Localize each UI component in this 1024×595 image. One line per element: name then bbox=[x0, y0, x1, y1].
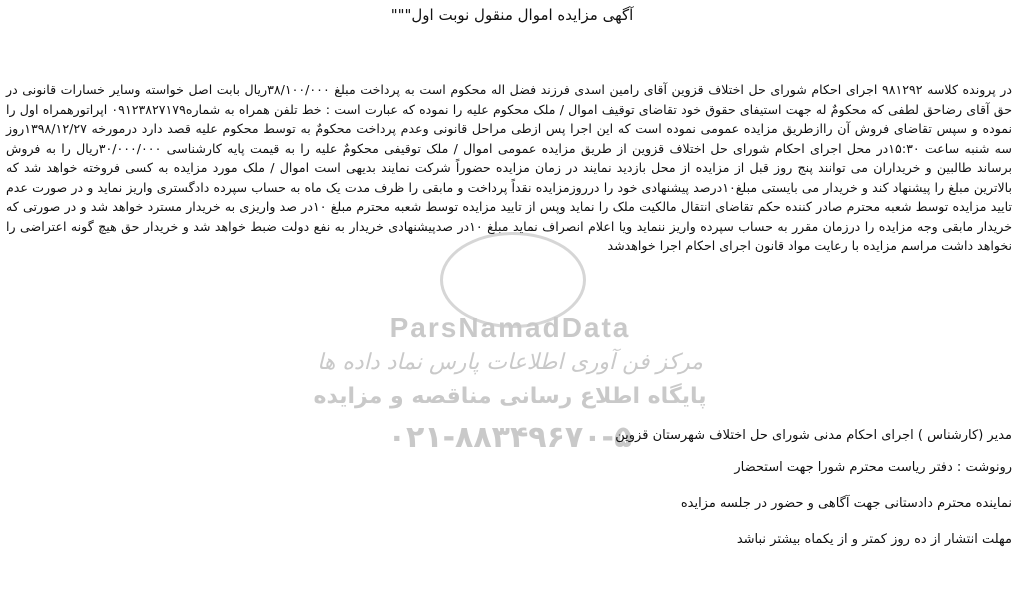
publication-note: مهلت انتشار از ده روز کمتر و از یکماه بیشتر نباشد bbox=[736, 532, 1012, 547]
copy-to-line-2: نماینده محترم دادستانی جهت آگاهی و حضور در جلسه مزایده bbox=[680, 496, 1012, 511]
document-body: در پرونده کلاسه ۹۸۱۲۹۲ اجرای احکام شورای حل اختلاف قزوین آقای رامین اسدی فرزند فضل اله محکوم است به پرداخت مبلغ ۳۸/۱۰۰/۰۰۰ریال بابت اصل خواسته وسایر خسارات قانونی در حق آقای رضاحق لطفی که محکومٌ له جهت استیفای حقوق خود تقاضای توقیف اموال / ملک محکوم علیه را نموده که عبارت است : خط تلفن همراه به شماره۰۹۱۲۳۸۲۷۱۷۹ اپراتورهمراه اول را نموده و سپس تقاضای فروش آن رااز‌طریق مزایده عمومی نموده است که این اجرا پس ازطی مراحل قانونی وعدم پرداخت محکومٌ به توسط محکوم علیه قصد دارد درمورخه ۱۳۹۸/۱۲/۲۷روز سه شنبه ساعت ۱۵:۳۰در محل اجرای احکام شورای حل اختلاف قزوین از طریق مزایده عمومی اموال / ملک توقیفی محکومٌ علیه را به قیمت پایه کارشناسی ۳۰/۰۰۰/۰۰۰ریال را به فروش برساند طالبین و خریداران می توانند پنج روز قبل از مزایده از محل بازدید نمایند در زمان مزایده حضوراً شرکت نمایند بدیهی است اموال / ملک مورد مزایده به کسی فروخته خواهد شد که بالاترین مبلغ را پیشنهاد کند و خریدار می بایستی مبلغ۱۰درصد پیشنهادی خود را درروزمزایده نقداً پرداخت و مابقی را ظرف مدت یک ماه به حساب سپرده دادگستری واریز نماید و در صورت عدم تایید مزایده توسط شعبه محترم صادر کننده حکم تقاضای انتقال مالکیت ملک را نماید وپس از تایید مزایده توسط شعبه محترم مبلغ ۱۰در صد واریزی به خریدار مسترد خواهد شد و در صورتی که خریدار مابقی وجه مزایده را درزمان مقرر به حساب سپرده واریز ننماید ویا اعلام انصراف نماید مبلغ ۱۰در صدپیشنهادی خریدار به نفع دولت ضبط خواهد شد و خریدار حق هیچ گونه اعتراضی را نخواهد داشت مراسم مزایده با رعایت مواد قانون اجرای احکام اجرا خواهدشد bbox=[6, 82, 1012, 253]
signature-line: مدیر (کارشناس ) اجرای احکام مدنی شورای حل اختلاف شهرستان قزوین bbox=[615, 428, 1012, 443]
watermark-phone: ۰۲۱-۸۸۳۴۹۶۷۰-۵ bbox=[387, 420, 633, 455]
watermark-line-1: مرکز فن آوری اطلاعات پارس نماد داده ها bbox=[317, 350, 703, 375]
copy-to-line-1: رونوشت : دفتر ریاست محترم شورا جهت استحضار bbox=[734, 460, 1012, 475]
document-title: آگهی مزایده اموال منقول نوبت اول""" bbox=[390, 6, 634, 24]
watermark-line-2: پایگاه اطلاع رسانی مناقصه و مزایده bbox=[313, 384, 707, 409]
watermark-brand: ParsNamadData bbox=[389, 312, 631, 343]
